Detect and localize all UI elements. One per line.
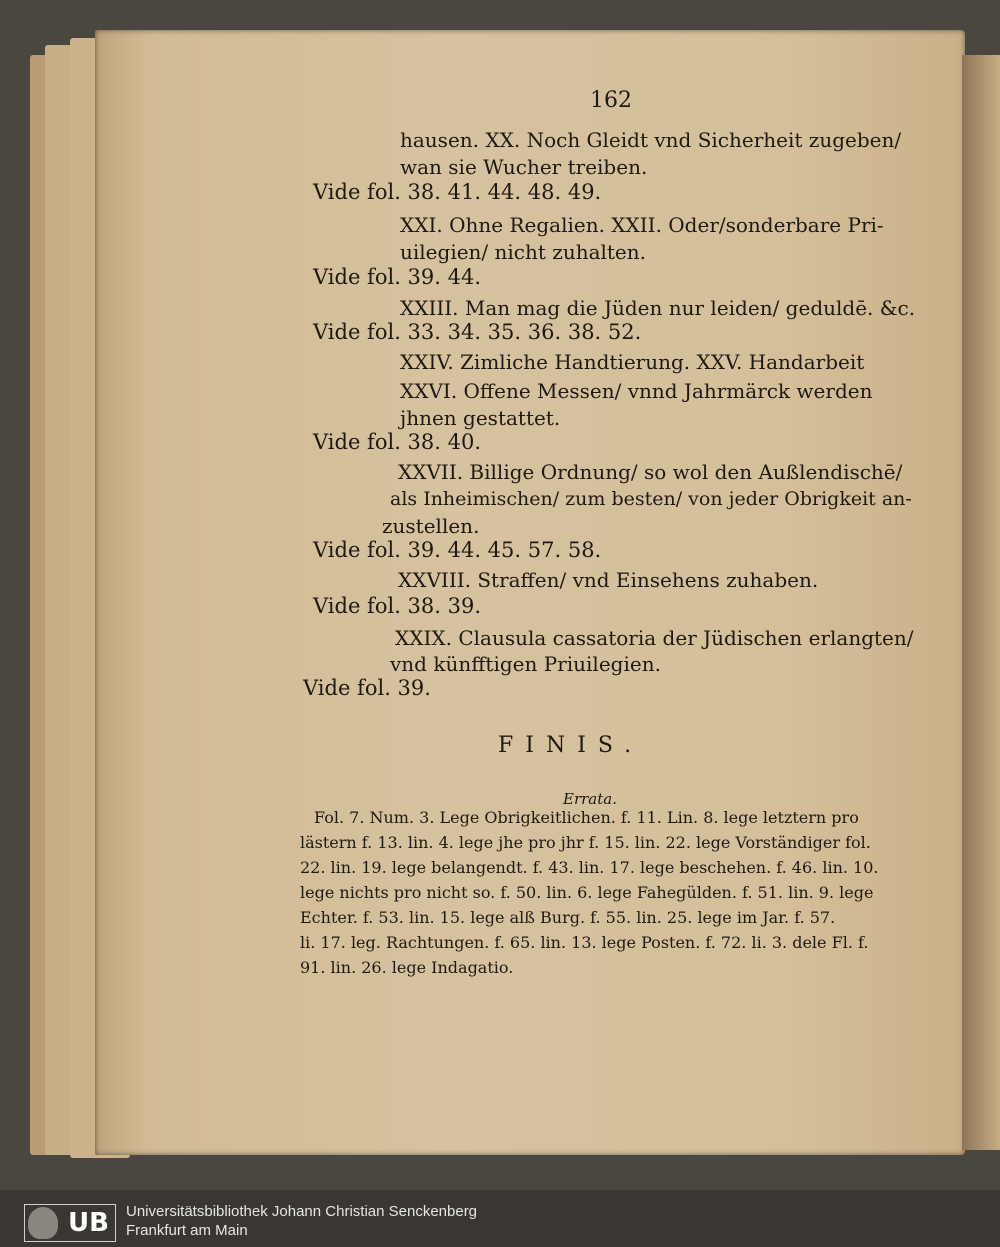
library-name-line2: Frankfurt am Main [126, 1222, 248, 1239]
vide-reference: Vide fol. 33. 34. 35. 36. 38. 52. [313, 320, 642, 344]
vide-reference: Vide fol. 38. 41. 44. 48. 49. [313, 180, 602, 204]
text-line: vnd künfftigen Priuilegien. [390, 652, 661, 676]
text-line: XXVIII. Straffen/ vnd Einsehens zuhaben. [398, 568, 819, 592]
vide-reference: Vide fol. 38. 39. [313, 594, 482, 618]
errata-line: 22. lin. 19. lege belangendt. f. 43. lin. 17. lege beschehen. f. 46. lin. 10. [300, 858, 879, 877]
library-logo[interactable] [24, 1204, 116, 1242]
text-line: als Inheimischen/ zum besten/ von jeder Obrigkeit an- [390, 488, 912, 510]
vide-reference: Vide fol. 39. 44. 45. 57. 58. [313, 538, 602, 562]
text-line: XXI. Ohne Regalien. XXII. Oder/sonderbare Pri- [400, 213, 884, 237]
errata-line: li. 17. leg. Rachtungen. f. 65. lin. 13. lege Posten. f. 72. li. 3. dele Fl. f. [300, 933, 869, 952]
errata-line: Echter. f. 53. lin. 15. lege alß Burg. f. 55. lin. 25. lege im Jar. f. 57. [300, 908, 836, 927]
text-line: wan sie Wucher treiben. [400, 155, 648, 179]
text-line: uilegien/ nicht zuhalten. [400, 240, 647, 264]
text-line: jhnen gestattet. [400, 406, 561, 430]
facing-page-edge [962, 55, 1000, 1150]
text-line: XXVI. Offene Messen/ vnnd Jahrmärck werden [400, 379, 873, 403]
finis-heading: FINIS. [498, 733, 644, 758]
portrait-icon [28, 1207, 58, 1239]
logo-text: UB [68, 1208, 109, 1238]
text-line: XXIV. Zimliche Handtierung. XXV. Handarbeit [400, 350, 865, 374]
errata-block [300, 805, 900, 980]
text-line: XXIII. Man mag die Jüden nur leiden/ geduldē. &c. [400, 296, 916, 320]
page-number: 162 [590, 88, 632, 113]
library-name-line1: Universitätsbibliothek Johann Christian Senckenberg [126, 1203, 478, 1220]
text-line: zustellen. [382, 514, 480, 538]
errata-line: lästern f. 13. lin. 4. lege jhe pro jhr f. 15. lin. 22. lege Vorständiger fol. [300, 833, 871, 852]
vide-reference: Vide fol. 38. 40. [313, 430, 482, 454]
text-line: hausen. XX. Noch Gleidt vnd Sicherheit zugeben/ [400, 128, 902, 152]
text-line: XXIX. Clausula cassatoria der Jüdischen erlangten/ [395, 626, 914, 650]
errata-title: Errata. [563, 790, 617, 808]
vide-reference: Vide fol. 39. [303, 676, 431, 700]
text-line: XXVII. Billige Ordnung/ so wol den Außlendischē/ [398, 460, 903, 484]
errata-line: Fol. 7. Num. 3. Lege Obrigkeitlichen. f. 11. Lin. 8. lege letztern pro [314, 808, 859, 827]
errata-line: 91. lin. 26. lege Indagatio. [300, 958, 514, 977]
footer-bar [0, 1190, 1000, 1247]
vide-reference: Vide fol. 39. 44. [313, 265, 482, 289]
errata-line: lege nichts pro nicht so. f. 50. lin. 6. lege Fahegülden. f. 51. lin. 9. lege [300, 883, 874, 902]
library-name [126, 1202, 477, 1240]
